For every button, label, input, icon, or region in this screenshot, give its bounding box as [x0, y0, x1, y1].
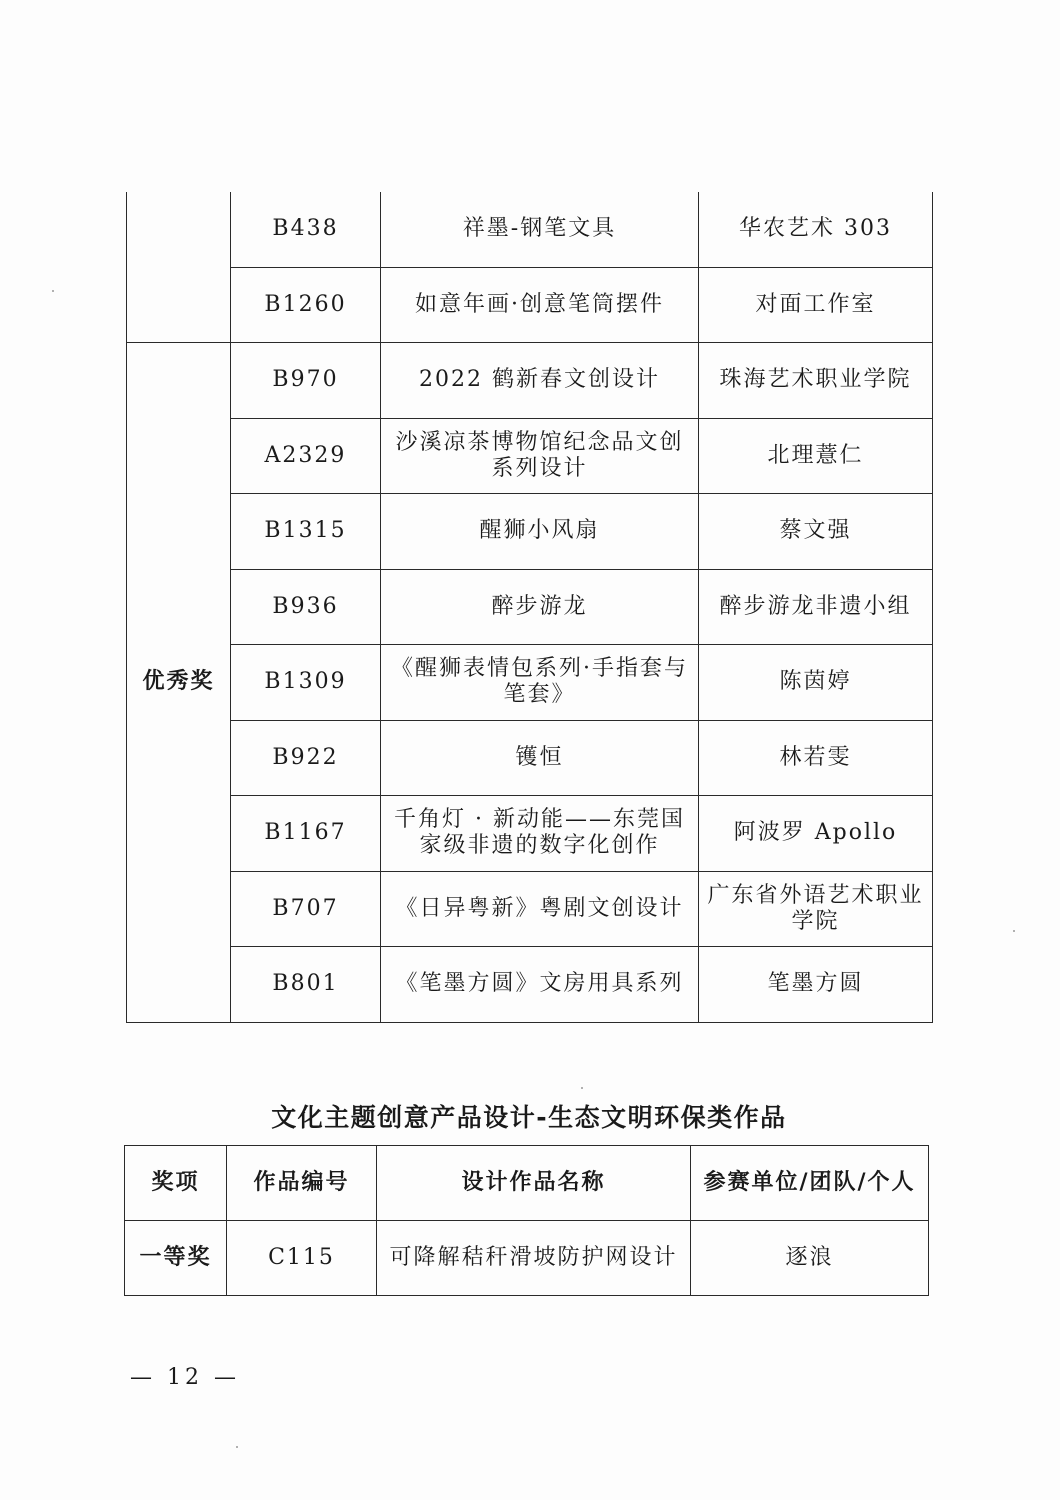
header-work-name: 设计作品名称: [377, 1146, 691, 1221]
work-id-cell: C115: [227, 1221, 377, 1296]
eco-awards-table: [124, 1145, 929, 1296]
work-name-cell: 沙溪凉茶博物馆纪念品文创系列设计: [381, 418, 699, 494]
award-cell: 一等奖: [125, 1221, 227, 1296]
work-id-cell: B936: [231, 569, 381, 645]
participant-cell: 广东省外语艺术职业学院: [699, 871, 933, 947]
participant-cell: 逐浪: [691, 1221, 929, 1296]
scan-speck: [52, 290, 54, 292]
table-header-row: [125, 1146, 929, 1221]
work-name-cell: 镬恒: [381, 720, 699, 796]
work-name-cell: 祥墨-钢笔文具: [381, 192, 699, 267]
work-name-cell: 《日异粤新》粤剧文创设计: [381, 871, 699, 947]
participant-cell: 林若雯: [699, 720, 933, 796]
work-name-cell: 可降解秸秆滑坡防护网设计: [377, 1221, 691, 1296]
work-id-cell: A2329: [231, 418, 381, 494]
scan-speck: [1013, 930, 1015, 932]
work-name-cell: 2022 鹤新春文创设计: [381, 343, 699, 419]
work-id-cell: B1315: [231, 494, 381, 570]
header-work-id: 作品编号: [227, 1146, 377, 1221]
table-row: [127, 418, 933, 494]
scan-speck: [236, 1446, 238, 1448]
table-row: [127, 720, 933, 796]
section-title: 文化主题创意产品设计-生态文明环保类作品: [271, 1103, 787, 1132]
work-name-cell: 如意年画·创意笔筒摆件: [381, 267, 699, 343]
table-row: [127, 494, 933, 570]
award-group-label: 优秀奖: [127, 343, 231, 1023]
participant-cell: 陈茵婷: [699, 645, 933, 721]
work-id-cell: B1260: [231, 267, 381, 343]
work-id-cell: B1309: [231, 645, 381, 721]
participant-cell: 阿波罗 Apollo: [699, 796, 933, 872]
continued-award-cell: [127, 192, 231, 343]
header-award: 奖项: [125, 1146, 227, 1221]
table-row: [127, 645, 933, 721]
work-name-cell: 《醒狮表情包系列·手指套与笔套》: [381, 645, 699, 721]
participant-cell: 华农艺术 303: [699, 192, 933, 267]
table-row: [127, 192, 933, 267]
page-number: — 12 —: [130, 1365, 240, 1390]
work-id-cell: B707: [231, 871, 381, 947]
participant-cell: 笔墨方圆: [699, 947, 933, 1023]
table-row: [127, 267, 933, 343]
work-id-cell: B801: [231, 947, 381, 1023]
table-row: [127, 947, 933, 1023]
table-row: [127, 871, 933, 947]
participant-cell: 北理薏仁: [699, 418, 933, 494]
work-name-cell: 《笔墨方圆》文房用具系列: [381, 947, 699, 1023]
scan-speck: [581, 1087, 583, 1089]
participant-cell: 醉步游龙非遗小组: [699, 569, 933, 645]
work-id-cell: B1167: [231, 796, 381, 872]
table-row: [127, 343, 933, 419]
participant-cell: 蔡文强: [699, 494, 933, 570]
work-name-cell: 千角灯 · 新动能——东莞国家级非遗的数字化创作: [381, 796, 699, 872]
table-row: [125, 1221, 929, 1296]
header-participant: 参赛单位/团队/个人: [691, 1146, 929, 1221]
table-row: [127, 569, 933, 645]
work-id-cell: B922: [231, 720, 381, 796]
work-name-cell: 醒狮小风扇: [381, 494, 699, 570]
participant-cell: 珠海艺术职业学院: [699, 343, 933, 419]
awards-table-continued: [126, 192, 933, 1023]
work-id-cell: B970: [231, 343, 381, 419]
work-name-cell: 醉步游龙: [381, 569, 699, 645]
participant-cell: 对面工作室: [699, 267, 933, 343]
work-id-cell: B438: [231, 192, 381, 267]
table-row: [127, 796, 933, 872]
